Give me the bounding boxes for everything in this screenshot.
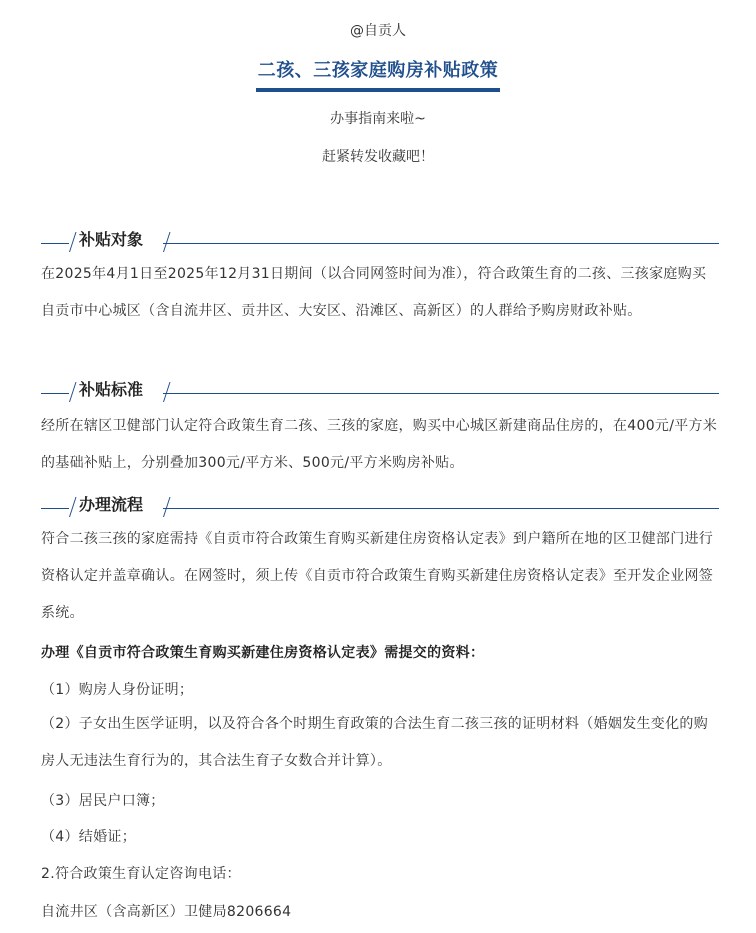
title-block — [0, 56, 756, 92]
divider-line — [163, 508, 719, 509]
divider-line — [41, 243, 69, 244]
hotline-title: 2.符合政策生育认定咨询电话： — [41, 866, 241, 882]
divider-slash — [163, 232, 170, 252]
divider-line — [163, 243, 719, 244]
section-heading-standard: 补贴标准 — [79, 380, 144, 399]
materials-item: （1）购房人身份证明； — [41, 682, 194, 698]
divider-slash — [163, 497, 170, 517]
materials-item: （3）居民户口簿； — [41, 793, 165, 809]
section-header-target — [41, 228, 719, 252]
divider-slash — [69, 232, 76, 252]
hotline-item: 自流井区（含高新区）卫健局8206664 — [41, 904, 292, 920]
section-heading-target: 补贴对象 — [79, 230, 144, 249]
section-text-target: 在2025年4月1日至2025年12月31日期间（以合同网签时间为准），符合政策生育的二孩、三孩家庭购买自贡市中心城区（含自流井区、贡井区、大安区、沿滩区、高新区）的人群给予购房财政补贴。 — [41, 266, 707, 319]
section-text-process: 符合二孩三孩的家庭需持《自贡市符合政策生育购买新建住房资格认定表》到户籍所在地的区卫健部门进行资格认定并盖章确认。在网签时，须上传《自贡市符合政策生育购买新建住房资格认定表》至开发企业网签系统。 — [41, 531, 714, 621]
author-handle: @自贡人 — [350, 23, 406, 39]
divider-slash — [163, 382, 170, 402]
materials-title: 办理《自贡市符合政策生育购买新建住房资格认定表》需提交的资料： — [41, 645, 485, 661]
section-header-standard — [41, 378, 719, 402]
materials-item: （4）结婚证； — [41, 829, 137, 845]
section-header-process — [41, 493, 719, 517]
page-title: 二孩、三孩家庭购房补贴政策 — [256, 56, 501, 92]
divider-line — [41, 508, 69, 509]
divider-slash — [69, 382, 76, 402]
subtitle-guide: 办事指南来啦~ — [330, 111, 426, 127]
divider-line — [163, 393, 719, 394]
section-heading-process: 办理流程 — [79, 495, 144, 514]
section-text-standard: 经所在辖区卫健部门认定符合政策生育二孩、三孩的家庭，购买中心城区新建商品住房的，在400元/平方米的基础补贴上，分别叠加300元/平方米、500元/平方米购房补贴。 — [41, 418, 718, 471]
divider-line — [41, 393, 69, 394]
divider-slash — [69, 497, 76, 517]
subtitle-share: 赶紧转发收藏吧！ — [322, 149, 434, 165]
materials-item: （2）子女出生医学证明，以及符合各个时期生育政策的合法生育二孩三孩的证明材料（婚姻发生变化的购房人无违法生育行为的，其合法生育子女数合并计算）。 — [41, 716, 709, 769]
